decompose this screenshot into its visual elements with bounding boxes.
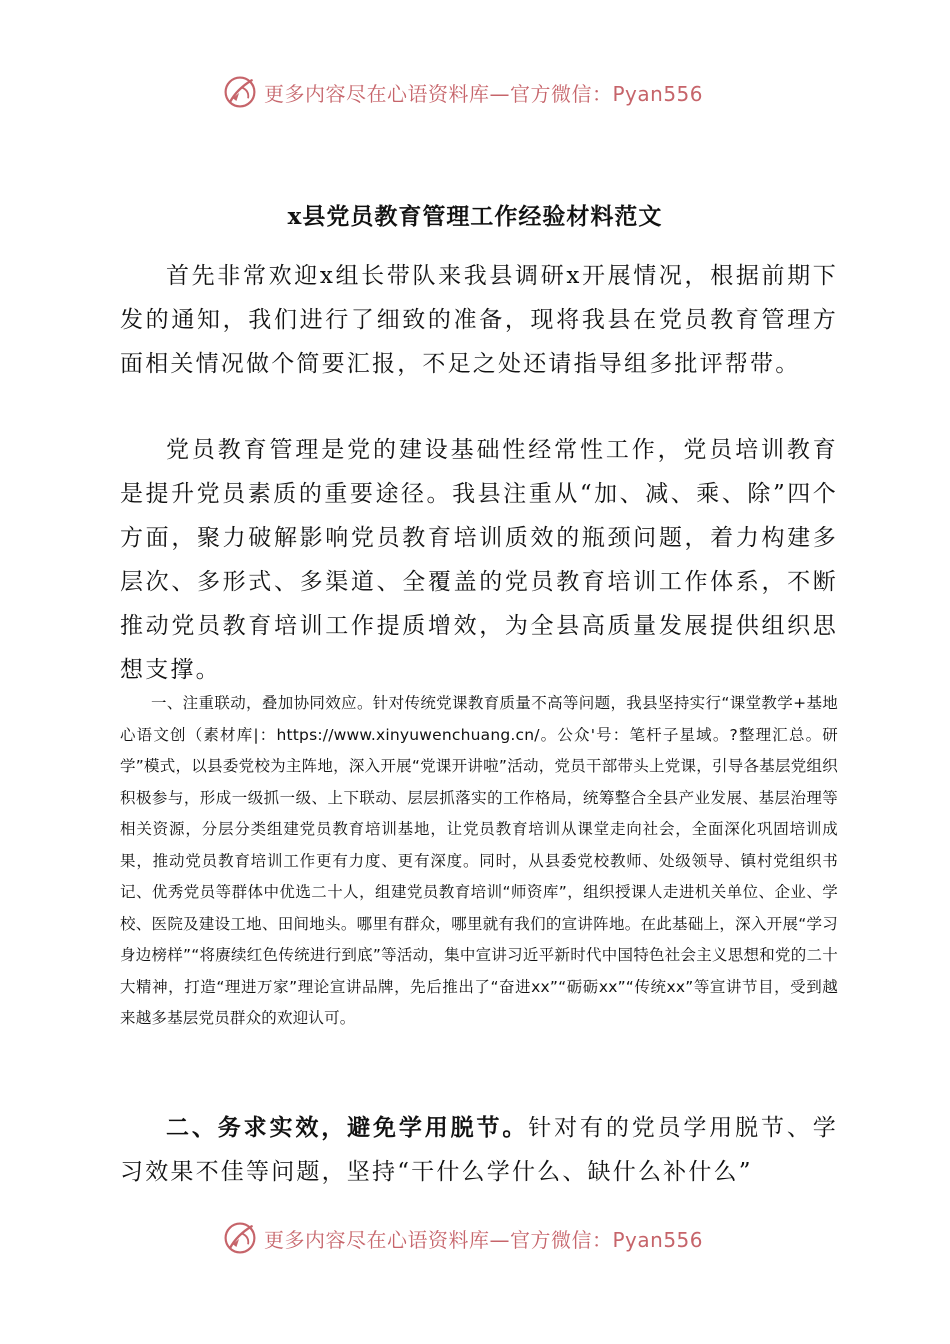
paragraph-section-one: 一、注重联动，叠加协同效应。针对传统党课教育质量不高等问题，我县坚持实行“课堂教学+基地心语文创（素材库|：https://www.xinyuwenchuang.cn/。公众'号：笔杆子星域。?整理汇总。研学”模式，以县委党校为主阵地，深入开展“党课开讲啦”活动，党员干部带头上党课，引导各基层党组织积极参与，形成一级抓一级、上下联动、层层抓落实的工作格局，统筹整合全县产业发展、基层治理等相关资源，分层分类组建党员教育培训基地，让党员教育培训从课堂走向社会，全面深化巩固培训成果，推动党员教育培训工作更有力度、更有深度。同时，从县委党校教师、处级领导、镇村党组织书记、优秀党员等群体中优选二十人，组建党员教育培训“师资库”，组织授课人走进机关单位、企业、学校、医院及建设工地、田间地头。哪里有群众，哪里就有我们的宣讲阵地。在此基础上，深入开展“学习身边榜样”“将赓续红色传统进行到底”等活动，集中宣讲习近平新时代中国特色社会主义思想和党的二十大精神，打造“理进万家”理论宣讲品牌，先后推出了“奋进xx”“砺砺xx”“传统xx”等宣讲节目，受到越来越多基层党员群众的欢迎认可。 xyxy=(120,694,838,1027)
watermark-text: 更多内容尽在心语资料库—官方微信：Pyan556 xyxy=(264,1227,704,1252)
paragraph-intro: 首先非常欢迎x组长带队来我县调研x开展情况，根据前期下发的通知，我们进行了细致的准备，现将我县在党员教育管理方面相关情况做个简要汇报，不足之处还请指导组多批评帮带。 xyxy=(120,263,838,377)
paragraph-overview: 党员教育管理是党的建设基础性经常性工作，党员培训教育是提升党员素质的重要途径。我县注重从“加、减、乘、除”四个方面，聚力破解影响党员教育培训质效的瓶颈问题，着力构建多层次、多形式、多渠道、全覆盖的党员教育培训工作体系，不断推动党员教育培训工作提质增效，为全县高质量发展提供组织思想支撑。 xyxy=(120,437,838,683)
paragraph-section-two xyxy=(120,1106,838,1194)
pen-nib-logo-icon xyxy=(222,1220,258,1256)
pen-nib-logo-icon xyxy=(222,74,258,110)
watermark-text: 更多内容尽在心语资料库—官方微信：Pyan556 xyxy=(264,81,704,106)
document-title: x县党员教育管理工作经验材料范文 xyxy=(287,203,663,230)
watermark-banner-bottom xyxy=(222,1216,703,1260)
section-two-heading: 二、务求实效，避免学用脱节。 xyxy=(166,1114,529,1141)
watermark-banner-top xyxy=(222,70,703,114)
section-two-text: 针对有的党员学用脱节、学习效果不佳等问题，坚持“干什么学什么、缺什么补什么” xyxy=(120,1115,838,1185)
